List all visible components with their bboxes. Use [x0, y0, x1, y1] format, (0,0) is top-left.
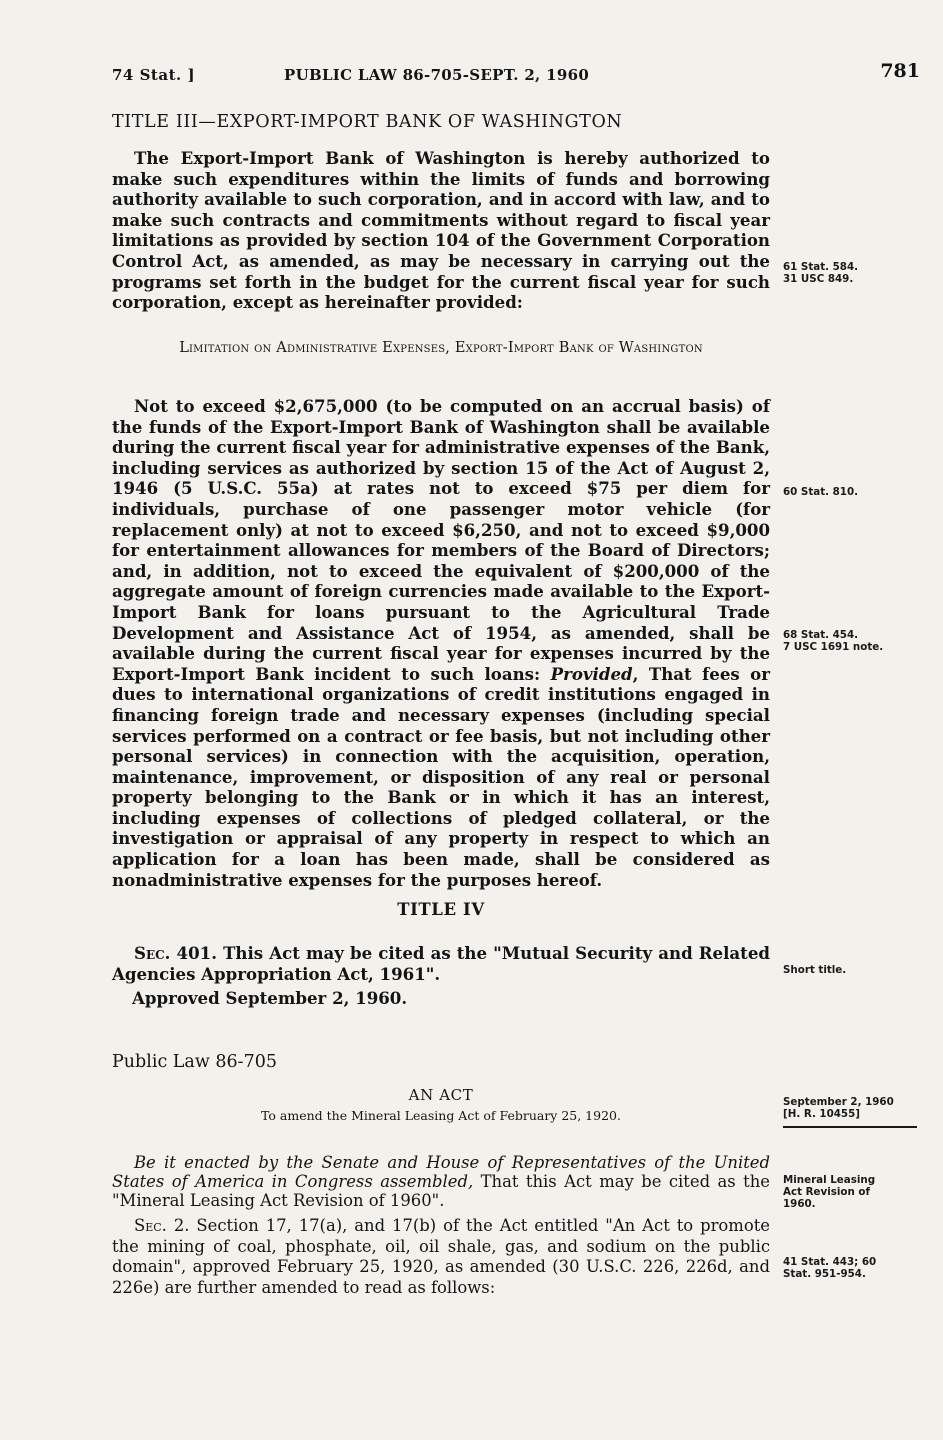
- section-401: [112, 943, 770, 984]
- paragraph-part-2: , That fees or dues to international organizations of credit institutions engaged in financing foreign trade and necessary expenses (including special services performed on a contract or fee basis, but not including other personal services) in connection with the acquisition, operation, maintenance, improvement, or disposition of any real or personal property belonging to the Bank or in which it has an interest, including expenses of collections of pledged collateral, or the investigation or appraisal of any property in respect to which an application for a loan has been made, shall be considered as nonadministrative expenses for the purposes hereof.: [112, 663, 770, 890]
- margin-note-citation-4: 41 Stat. 443; 60 Stat. 951-954.: [783, 1256, 877, 1280]
- margin-note-citation-3: 68 Stat. 454. 7 USC 1691 note.: [783, 629, 884, 653]
- section-401-text: 401. This Act may be cited as the "Mutual Security and Related Agencies Appropriation Act, 1961".: [112, 943, 770, 984]
- statute-volume: 74 Stat. ]: [112, 66, 196, 84]
- act-purpose: To amend the Mineral Leasing Act of February 25, 1920.: [261, 1108, 621, 1123]
- page-number: 781: [880, 60, 920, 82]
- paragraph-part-1: Not to exceed $2,675,000 (to be computed on an accrual basis) of the funds of the Export-Import Bank of Washington shall be available during the current fiscal year for administrative expenses of the Bank, including services as authorized by section 15 of the Act of August 2, 1946 (5 U.S.C. 55a) at rates not to exceed $75 per diem for individuals, purchase of one passenger motor vehicle (for replacement only) at not to exceed $6,250, and not to exceed $9,000 for entertainment allowances for members of the Board of Directors; and, in addition, not to exceed the equivalent of $200,000 of the aggregate amount of foreign currencies made available to the Export-Import Bank for loans pursuant to the Agricultural Trade Development and Assistance Act of 1954, as amended, shall be available during the current fiscal year for expenses incurred by the Export-Import Bank incident to such loans:: [112, 396, 770, 684]
- margin-note-bill-date: September 2, 1960 [H. R. 10455]: [783, 1096, 894, 1120]
- margin-rule: [783, 1126, 917, 1128]
- authorization-paragraph: The Export-Import Bank of Washington is hereby authorized to make such expenditures within the limits of funds and borrowing authority available to such corporation, and in accord with law, and to make such contracts and commitments without regard to fiscal year limitations as provided by section 104 of the Government Corporation Control Act, as amended, as may be necessary in carrying out the programs set forth in the budget for the current fiscal year for such corporation, except as hereinafter provided:: [112, 148, 770, 313]
- page-header: [112, 60, 920, 90]
- section-2-text: 2. Section 17, 17(a), and 17(b) of the Act entitled "An Act to promote the mining of coal, phosphate, oil, oil shale, gas, and sodium on the public domain", approved February 25, 1920, as amended (30 U.S.C. 226, 226d, and 226e) are further amended to read as follows:: [112, 1216, 770, 1297]
- limitation-heading: Limitation on Administrative Expenses, Export-Import Bank of Washington: [179, 340, 703, 356]
- enacting-rest: That this Act may be cited as the "Mineral Leasing Act Revision of 1960".: [112, 1172, 771, 1210]
- public-law-number: Public Law 86-705: [112, 1052, 277, 1072]
- margin-note-citation-2: 60 Stat. 810.: [783, 486, 859, 498]
- enacting-formula: Be it enacted by the Senate and House of Representatives of the United States of America in Congress assembled,: [112, 1153, 770, 1191]
- margin-note-short-title: Short title.: [783, 964, 847, 976]
- title-iii-heading: TITLE III—EXPORT-IMPORT BANK OF WASHINGTON: [112, 112, 623, 132]
- running-head: PUBLIC LAW 86-705-SEPT. 2, 1960: [284, 66, 590, 84]
- margin-note-act-revision: Mineral Leasing Act Revision of 1960.: [783, 1174, 876, 1210]
- section-2: [112, 1216, 770, 1298]
- an-act-heading: AN ACT: [408, 1086, 474, 1104]
- section-label: Sec.: [134, 943, 171, 963]
- title-iv-heading: TITLE IV: [397, 900, 485, 919]
- section-label: Sec.: [134, 1216, 167, 1235]
- provided-term: Provided: [550, 663, 633, 684]
- administrative-expenses-paragraph: [112, 396, 770, 890]
- enacting-clause: [112, 1153, 770, 1210]
- margin-note-citation-1: 61 Stat. 584. 31 USC 849.: [783, 261, 859, 285]
- approval-date: Approved September 2, 1960.: [132, 988, 408, 1008]
